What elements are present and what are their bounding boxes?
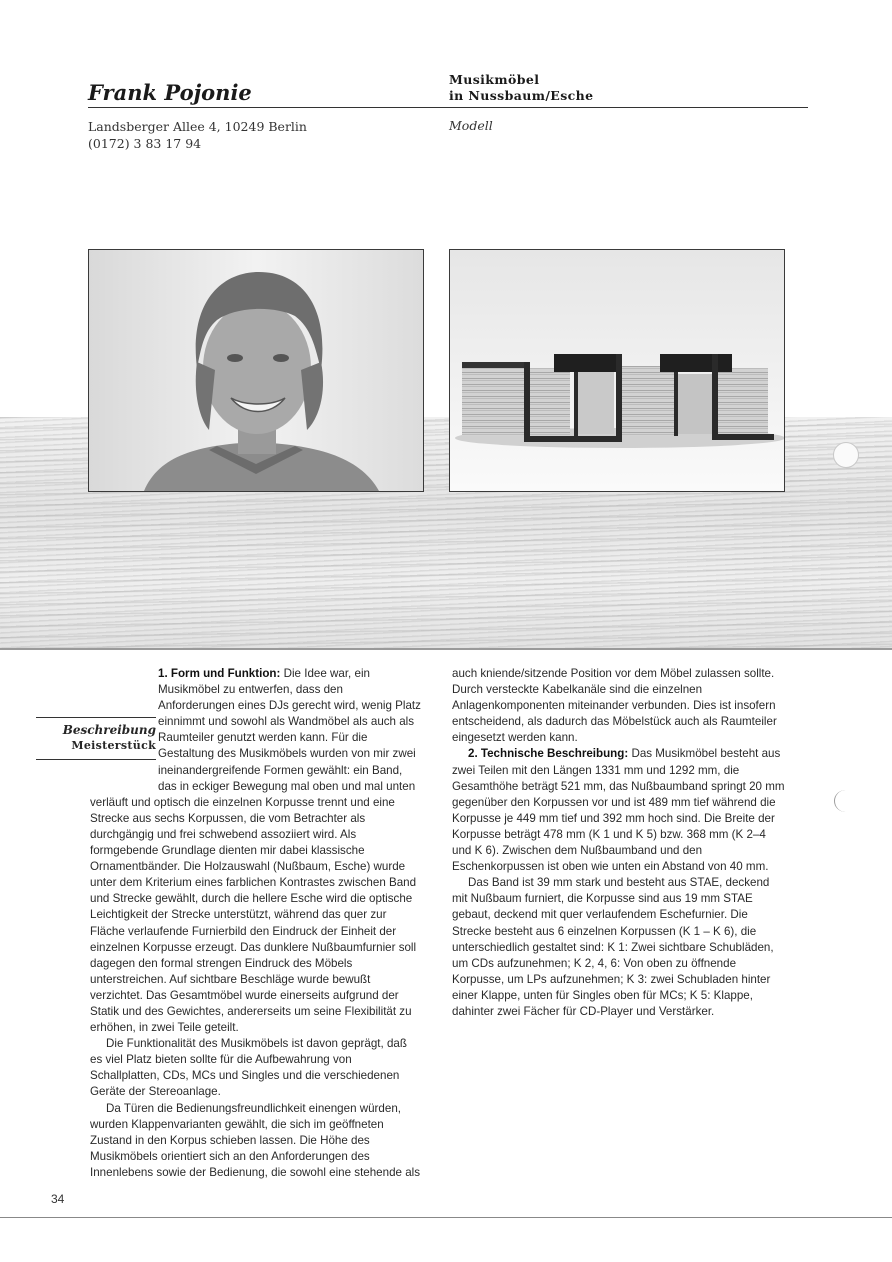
portrait-photo [88, 249, 424, 492]
section1-paragraph-2: Die Funktionalität des Musikmöbels ist davon geprägt, daß es viel Platz bieten sollte für die Aufbewahrung von Schallplatten, CDs, MCs und Singles und die verschiedenen Geräte der Stereoanlage. [90, 1037, 407, 1099]
section2-text-1: Das Musikmöbel besteht aus zwei Teilen mit den Längen 1331 mm und 1292 mm, die Gesamthöhe beträgt 521 mm, das Nußbaumband springt 20 mm gegenüber den Korpussen vor und ist 489 mm tief während die Korpusse je 449 mm tief und 392 mm hoch sind. Die Breite der Korpusse beträgt 478 mm (K 1 und K 5) bzw. 368 mm (K 2–4 und K 6). Zwischen dem Nußbaumband und den Eschenkorpussen ist oben wie unten ein Abstand von 40 mm. [452, 747, 785, 874]
address-phone: (0172) 3 83 17 94 [88, 136, 202, 151]
author-name: Frank Pojonie [88, 80, 252, 105]
project-title-line1: Musikmöbel [449, 72, 540, 87]
punch-hole [833, 442, 859, 468]
marginal-label-masterpiece: Meisterstück [71, 739, 156, 752]
marginal-label-description: Beschreibung [62, 723, 156, 737]
body-column-right [452, 666, 786, 1020]
section1-heading: 1. Form und Funktion: [158, 667, 281, 680]
address-block [88, 118, 307, 152]
body-column-left [90, 666, 422, 1181]
section2-paragraph-1 [452, 746, 786, 875]
project-type: Modell [449, 118, 493, 133]
page-number: 34 [51, 1192, 65, 1206]
header-rule [88, 107, 808, 108]
section1-paragraph-3-continued: auch kniende/sitzende Position vor dem Möbel zulassen sollte. Durch versteckte Kabelkanäle sind die einzelnen Anlagenkomponenten miteinander verbunden. Dies ist insofern entscheidend, als dadurch das Möbelstück auch als Raumteiler eingesetzt werden kann. [452, 667, 777, 745]
section1-text-1: Die Idee war, ein Musikmöbel zu entwerfen, dass den Anforderungen eines DJs gerecht wird, wenig Platz einnimmt und sowohl als Wandmöbel als auch als Raumteiler genutzt werden kann. Für die Gestaltung des Musikmöbels wurden von mir zwei ineinandergreifende Formen gewählt: ein Band, das in eckiger Bewegung mal oben und mal unten verläuft und optisch die einzelnen Korpusse trennt und eine Strecke aus sechs Korpussen, die vom Betrachter als durchgängig und frei schwebend assoziiert wird. Als formgebende Grundlage dienten mir dabei klassische Ornamentbänder. Die Holzauswahl (Nußbaum, Esche) wurde unter dem Kriterium eines farblichen Kontrastes zwischen Band und Strecke gewählt, durch die hellere Esche wird die optische Leichtigkeit der Strecke unterstützt, während das quer zur Fläche verlaufende Furnierbild den Eindruck der Einheit der einzelnen Korpusse erzeugt. Das dunklere Nußbaumfurnier soll dagegen den formal strengen Eindruck des Möbels unterstreichen. Auf sichtbare Beschläge wurde bewußt verzichtet. Das Gesamtmöbel wurde einerseits aufgrund der Statik und des Gewichtes, andererseits um seine Flexibilität zu erhöhen, in zwei Teile geteilt. [90, 667, 421, 1035]
furniture-photo [449, 249, 785, 492]
project-title [449, 72, 594, 104]
section1-paragraph-3: Da Türen die Bedienungsfreundlichkeit einengen würden, wurden Klappenvarianten gewählt, die sich im geöffneten Zustand in den Korpus schieben lassen. Die Höhe des Musikmöbels orientiert sich an den Anforderungen des Innenlebens sowie der Bedienung, die sowohl eine stehende als [90, 1101, 421, 1179]
footer-rule [0, 1217, 892, 1218]
section2-paragraph-2: Das Band ist 39 mm stark und besteht aus STAE, deckend mit Nußbaum furniert, die Korpusse sind aus 19 mm STAE gebaut, deckend mit quer verlaufendem Eschefurnier. Die Strecke besteht aus 6 einzelnen Korpussen (K 1 – K 6), die unterschiedlich gestaltet sind: K 1: Zwei sichtbare Schubläden, um CDs aufzunehmen; K 2, 4, 6: Von oben zu öffnende Korpusse, um LPs aufzunehmen; K 3: zwei Schubladen hinter einer Klappe, unten für Singles oben für MCs; K 5: Klappe, dahinter zwei Fächer für CD-Player und Verstärker. [452, 876, 774, 1018]
project-title-line2: in Nussbaum/Esche [449, 88, 594, 103]
section2-heading: 2. Technische Beschreibung: [468, 747, 629, 761]
punch-hole-mark [834, 790, 857, 812]
address-street: Landsberger Allee 4, 10249 Berlin [88, 119, 307, 134]
text-wrap-spacer [90, 698, 158, 779]
